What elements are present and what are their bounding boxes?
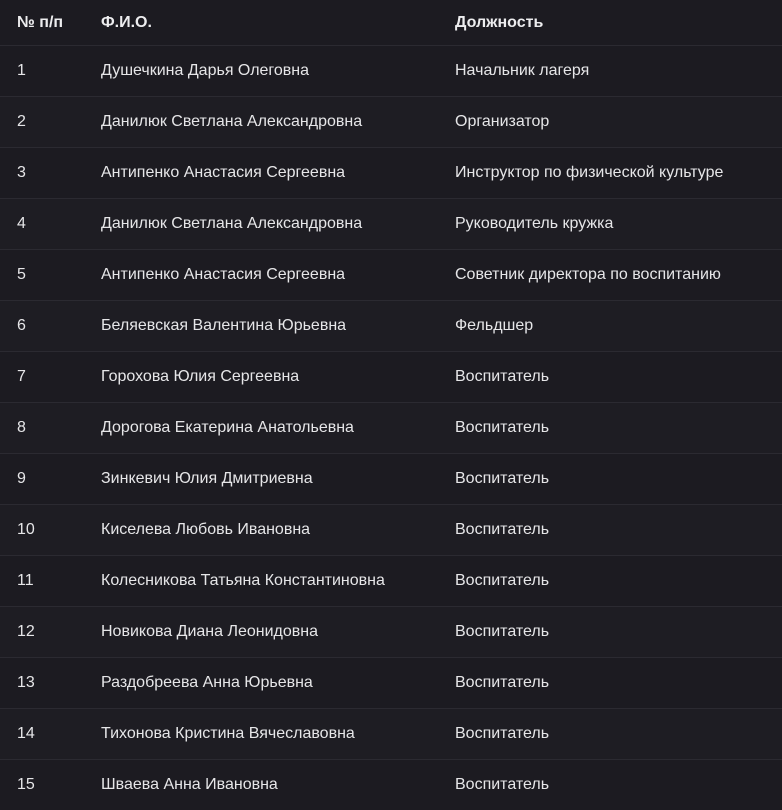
table-row xyxy=(0,556,782,607)
row-full-name: Раздобреева Анна Юрьевна xyxy=(84,658,438,709)
table-row xyxy=(0,658,782,709)
row-full-name: Новикова Диана Леонидовна xyxy=(84,607,438,658)
table-row xyxy=(0,199,782,250)
row-number: 12 xyxy=(0,607,84,658)
row-number: 9 xyxy=(0,454,84,505)
row-number: 8 xyxy=(0,403,84,454)
row-position: Руководитель кружка xyxy=(438,199,782,250)
table-row xyxy=(0,352,782,403)
row-full-name: Беляевская Валентина Юрьевна xyxy=(84,301,438,352)
table-row xyxy=(0,46,782,97)
row-position: Воспитатель xyxy=(438,403,782,454)
row-full-name: Данилюк Светлана Александровна xyxy=(84,97,438,148)
table-row xyxy=(0,760,782,810)
row-number: 3 xyxy=(0,148,84,199)
table-row xyxy=(0,250,782,301)
row-full-name: Дорогова Екатерина Анатольевна xyxy=(84,403,438,454)
row-number: 6 xyxy=(0,301,84,352)
row-full-name: Киселева Любовь Ивановна xyxy=(84,505,438,556)
row-full-name: Колесникова Татьяна Константиновна xyxy=(84,556,438,607)
table-row xyxy=(0,454,782,505)
row-full-name: Антипенко Анастасия Сергеевна xyxy=(84,148,438,199)
row-position: Воспитатель xyxy=(438,556,782,607)
table-row xyxy=(0,301,782,352)
row-position: Воспитатель xyxy=(438,454,782,505)
row-number: 10 xyxy=(0,505,84,556)
row-full-name: Зинкевич Юлия Дмитриевна xyxy=(84,454,438,505)
table-row xyxy=(0,148,782,199)
row-position: Начальник лагеря xyxy=(438,46,782,97)
row-position: Фельдшер xyxy=(438,301,782,352)
row-position: Воспитатель xyxy=(438,505,782,556)
row-number: 11 xyxy=(0,556,84,607)
header-full-name: Ф.И.О. xyxy=(84,0,438,46)
table-row xyxy=(0,607,782,658)
row-number: 7 xyxy=(0,352,84,403)
row-full-name: Тихонова Кристина Вячеславовна xyxy=(84,709,438,760)
row-number: 5 xyxy=(0,250,84,301)
table-row xyxy=(0,403,782,454)
row-position: Организатор xyxy=(438,97,782,148)
row-number: 1 xyxy=(0,46,84,97)
table-row xyxy=(0,505,782,556)
header-row xyxy=(0,0,782,46)
row-position: Воспитатель xyxy=(438,760,782,810)
table-header xyxy=(0,0,782,46)
row-full-name: Антипенко Анастасия Сергеевна xyxy=(84,250,438,301)
table-row xyxy=(0,97,782,148)
row-number: 15 xyxy=(0,760,84,810)
row-position: Инструктор по физической культуре xyxy=(438,148,782,199)
row-number: 13 xyxy=(0,658,84,709)
row-full-name: Душечкина Дарья Олеговна xyxy=(84,46,438,97)
row-full-name: Шваева Анна Ивановна xyxy=(84,760,438,810)
table-row xyxy=(0,709,782,760)
header-position: Должность xyxy=(438,0,782,46)
row-position: Воспитатель xyxy=(438,607,782,658)
row-number: 4 xyxy=(0,199,84,250)
row-position: Воспитатель xyxy=(438,658,782,709)
row-number: 14 xyxy=(0,709,84,760)
table-body xyxy=(0,46,782,810)
header-number: № п/п xyxy=(0,0,84,46)
row-position: Воспитатель xyxy=(438,709,782,760)
row-number: 2 xyxy=(0,97,84,148)
row-position: Воспитатель xyxy=(438,352,782,403)
row-position: Советник директора по воспитанию xyxy=(438,250,782,301)
row-full-name: Горохова Юлия Сергеевна xyxy=(84,352,438,403)
row-full-name: Данилюк Светлана Александровна xyxy=(84,199,438,250)
